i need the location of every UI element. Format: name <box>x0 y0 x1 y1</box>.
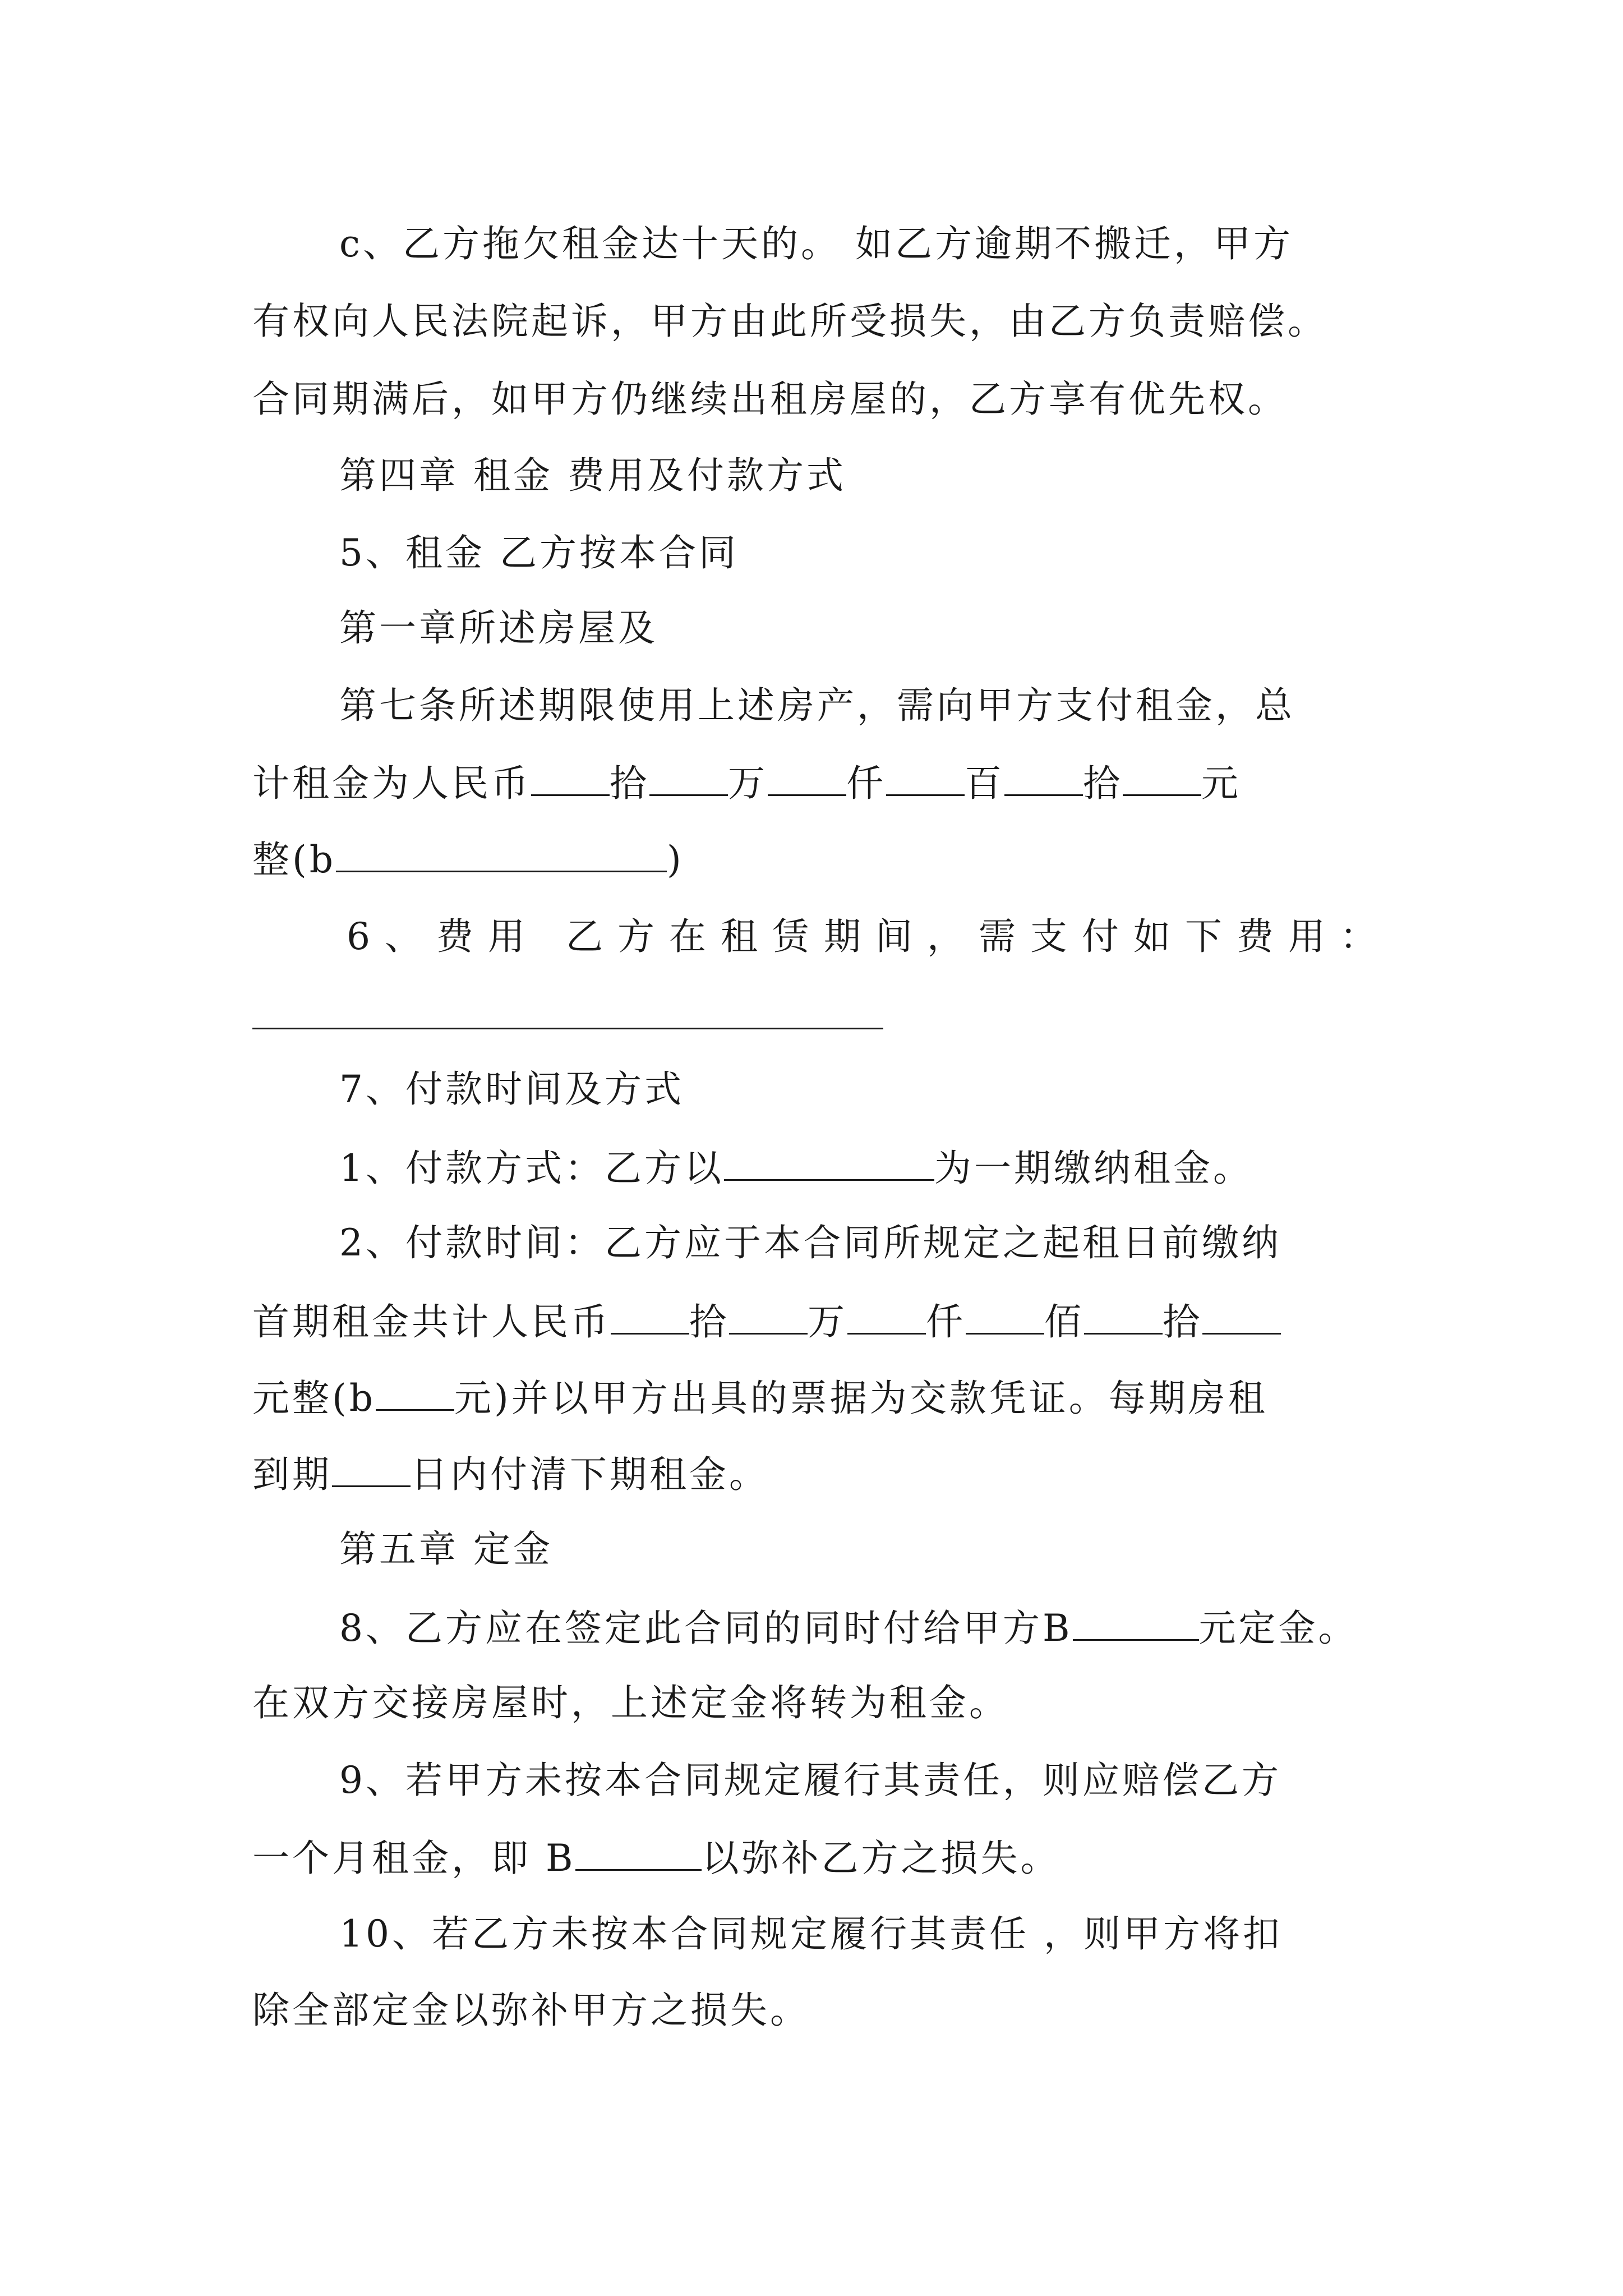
due-line <box>252 1451 1380 1497</box>
blank-field[interactable] <box>729 1298 808 1335</box>
amount-prefix: 元整(b <box>252 1377 376 1420</box>
blank-field[interactable] <box>886 760 965 796</box>
blank-field[interactable] <box>847 1298 926 1335</box>
payment-time-line-1: 2、付款时间：乙方应于本合同所规定之起租日前缴纳 <box>339 1221 1281 1264</box>
clause-6-line: 6、费用 乙方在租赁期间，需支付如下费用： <box>347 915 1391 958</box>
deposit-suffix: 元定金。 <box>1198 1607 1358 1650</box>
first-rent-line <box>252 1298 1380 1345</box>
blank-field[interactable] <box>575 1834 702 1871</box>
blank-field[interactable] <box>1073 1604 1199 1641</box>
blank-rule[interactable] <box>252 1028 883 1029</box>
clause-c-line-1: c、乙方拖欠租金达十天的。 如乙方逾期不搬迁，甲方 <box>339 222 1293 265</box>
clause-c-line-2: 有权向人民法院起诉，甲方由此所受损失，由乙方负责赔偿。 <box>252 300 1327 343</box>
priority-right-line: 合同期满后，如甲方仍继续出租房屋的，乙方享有优先权。 <box>252 378 1288 421</box>
blank-field[interactable] <box>1084 1298 1163 1335</box>
blank-field[interactable] <box>724 1144 934 1181</box>
unit-label: 仟 <box>926 1300 966 1343</box>
deposit-line-1 <box>339 1604 1382 1651</box>
first-rent-line-2 <box>252 1374 1380 1421</box>
unit-label: 仟 <box>846 762 886 805</box>
blank-field[interactable] <box>336 836 667 872</box>
clause-5-line-1: 5、租金 乙方按本合同 <box>339 531 739 574</box>
unit-label: 万 <box>808 1300 847 1343</box>
chapter-5-heading: 第五章 定金 <box>339 1527 553 1571</box>
unit-label: 万 <box>728 762 768 805</box>
blank-field[interactable] <box>376 1374 454 1411</box>
chapter-4-heading: 第四章 租金 费用及付款方式 <box>339 454 846 497</box>
clause-5-line-2: 第一章所述房屋及 <box>339 606 658 650</box>
rent-amount-line <box>252 836 1380 882</box>
blank-field[interactable] <box>966 1298 1044 1335</box>
due-suffix: 日内付清下期租金。 <box>411 1453 769 1496</box>
receipt-text: 元)并以甲方出具的票据为交款凭证。每期房租 <box>454 1377 1268 1420</box>
unit-label: 拾 <box>1083 762 1123 805</box>
payment-method-suffix: 为一期缴纳租金。 <box>934 1147 1253 1190</box>
clause-10-line-2: 除全部定金以弥补甲方之损失。 <box>252 1989 810 2032</box>
first-rent-label: 首期租金共计人民币 <box>252 1300 611 1343</box>
unit-label: 拾 <box>1163 1300 1202 1343</box>
compensation-label: 一个月租金，即 B <box>252 1837 576 1880</box>
unit-label: 拾 <box>689 1300 729 1343</box>
clause-9-line-2 <box>252 1834 1380 1881</box>
clause-7-heading: 7、付款时间及方式 <box>339 1068 684 1111</box>
blank-field[interactable] <box>611 1298 689 1335</box>
blank-field[interactable] <box>1004 760 1083 796</box>
deposit-label: 8、乙方应在签定此合同的同时付给甲方B <box>339 1607 1073 1650</box>
due-prefix: 到期 <box>252 1453 332 1496</box>
blank-field[interactable] <box>768 760 846 796</box>
unit-label: 拾 <box>610 762 649 805</box>
amount-suffix: ) <box>667 838 684 881</box>
clause-10-line-1: 10、若乙方未按本合同规定履行其责任 ，则甲方将扣 <box>339 1912 1283 1955</box>
blank-field[interactable] <box>1123 760 1201 796</box>
compensation-suffix: 以弥补乙方之损失。 <box>702 1837 1061 1880</box>
deposit-line-2: 在双方交接房屋时，上述定金将转为租金。 <box>252 1681 1009 1724</box>
blank-field[interactable] <box>332 1451 411 1487</box>
clause-9-line-1: 9、若甲方未按本合同规定履行其责任，则应赔偿乙方 <box>339 1759 1281 1802</box>
rent-total-line <box>252 760 1380 806</box>
payment-method-label: 1、付款方式：乙方以 <box>339 1147 724 1190</box>
unit-label: 佰 <box>1044 1300 1084 1343</box>
blank-field[interactable] <box>1202 1298 1281 1335</box>
payment-method-line <box>339 1144 1382 1191</box>
amount-prefix: 整(b <box>252 838 336 881</box>
blank-field[interactable] <box>649 760 728 796</box>
unit-label: 元 <box>1201 762 1241 805</box>
clause-5-line-3: 第七条所述期限使用上述房产，需向甲方支付租金，总 <box>339 684 1295 727</box>
unit-label: 百 <box>965 762 1004 805</box>
rent-total-label: 计租金为人民币 <box>252 762 531 805</box>
blank-field[interactable] <box>531 760 610 796</box>
